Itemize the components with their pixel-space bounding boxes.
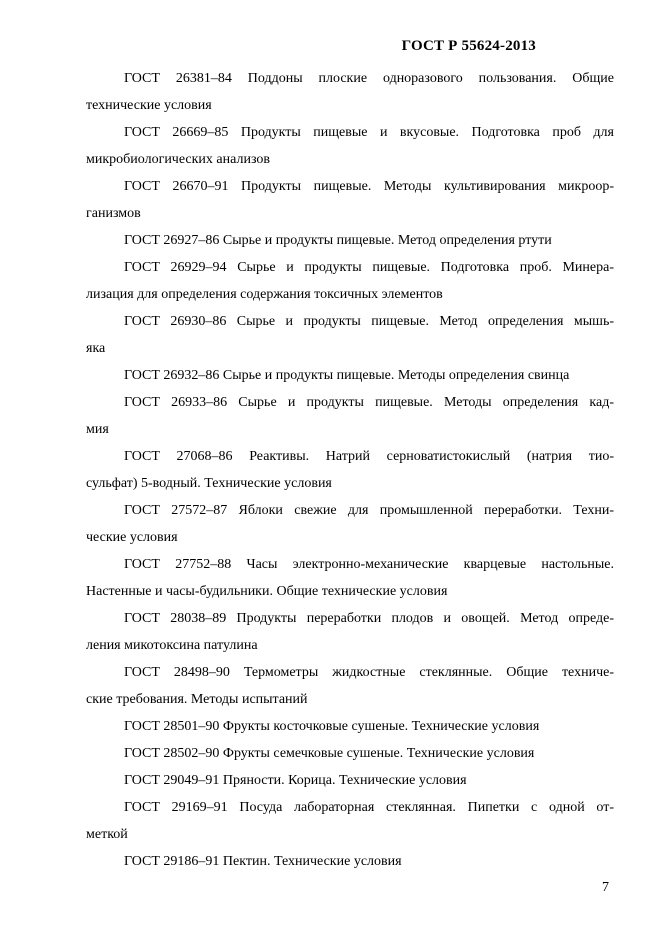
reference-first-line: ГОСТ 28498–90 Термометры жидкостные стеклянные. Общие техниче-	[124, 665, 614, 680]
reference-continuation: лизация для определения содержания токсичных элементов	[86, 287, 443, 302]
reference-continuation: меткой	[86, 827, 128, 842]
reference-item	[86, 308, 614, 362]
reference-item	[86, 551, 614, 605]
reference-item	[86, 605, 614, 659]
reference-item: ГОСТ 28502–90 Фрукты семечковые сушеные. Технические условия	[124, 746, 535, 761]
reference-first-line: ГОСТ 26930–86 Сырье и продукты пищевые. Метод определения мышь-	[124, 314, 614, 329]
reference-item	[86, 443, 614, 497]
reference-first-line: ГОСТ 28038–89 Продукты переработки плодов и овощей. Метод опреде-	[124, 611, 614, 626]
reference-continuation: ские требования. Методы испытаний	[86, 692, 308, 707]
reference-first-line: ГОСТ 26933–86 Сырье и продукты пищевые. Методы определения кад-	[124, 395, 614, 410]
reference-continuation: ганизмов	[86, 206, 141, 221]
reference-continuation: технические условия	[86, 98, 212, 113]
reference-item: ГОСТ 26927–86 Сырье и продукты пищевые. Метод определения ртути	[124, 233, 552, 248]
reference-first-line: ГОСТ 26670–91 Продукты пищевые. Методы культивирования микроор-	[124, 179, 614, 194]
reference-continuation: микробиологических анализов	[86, 152, 270, 167]
page-number: 7	[602, 880, 609, 895]
reference-continuation: сульфат) 5-водный. Технические условия	[86, 476, 332, 491]
reference-first-line: ГОСТ 26381–84 Поддоны плоские одноразового пользования. Общие	[124, 71, 614, 86]
reference-first-line: ГОСТ 27068–86 Реактивы. Натрий серноватистокислый (натрия тио-	[124, 449, 614, 464]
reference-item	[86, 65, 614, 119]
reference-continuation: яка	[86, 341, 106, 356]
reference-first-line: ГОСТ 29169–91 Посуда лабораторная стеклянная. Пипетки с одной от-	[124, 800, 614, 815]
reference-item: ГОСТ 26932–86 Сырье и продукты пищевые. Методы определения свинца	[124, 368, 570, 383]
reference-item	[86, 659, 614, 713]
reference-item: ГОСТ 28501–90 Фрукты косточковые сушеные. Технические условия	[124, 719, 540, 734]
reference-item: ГОСТ 29186–91 Пектин. Технические условия	[124, 854, 402, 869]
reference-first-line: ГОСТ 26669–85 Продукты пищевые и вкусовые. Подготовка проб для	[124, 125, 614, 140]
reference-item	[86, 254, 614, 308]
reference-item	[86, 794, 614, 848]
reference-continuation: мия	[86, 422, 109, 437]
reference-item	[86, 389, 614, 443]
reference-item	[86, 173, 614, 227]
reference-item	[86, 497, 614, 551]
document-header: ГОСТ Р 55624-2013	[401, 38, 536, 54]
reference-first-line: ГОСТ 27752–88 Часы электронно-механические кварцевые настольные.	[124, 557, 614, 572]
reference-continuation: ления микотоксина патулина	[86, 638, 258, 653]
reference-continuation: ческие условия	[86, 530, 178, 545]
reference-item	[86, 119, 614, 173]
normative-references-list	[86, 65, 614, 875]
reference-first-line: ГОСТ 26929–94 Сырье и продукты пищевые. Подготовка проб. Минера-	[124, 260, 614, 275]
reference-continuation: Настенные и часы-будильники. Общие технические условия	[86, 584, 448, 599]
reference-first-line: ГОСТ 27572–87 Яблоки свежие для промышленной переработки. Техни-	[124, 503, 614, 518]
reference-item: ГОСТ 29049–91 Пряности. Корица. Технические условия	[124, 773, 467, 788]
